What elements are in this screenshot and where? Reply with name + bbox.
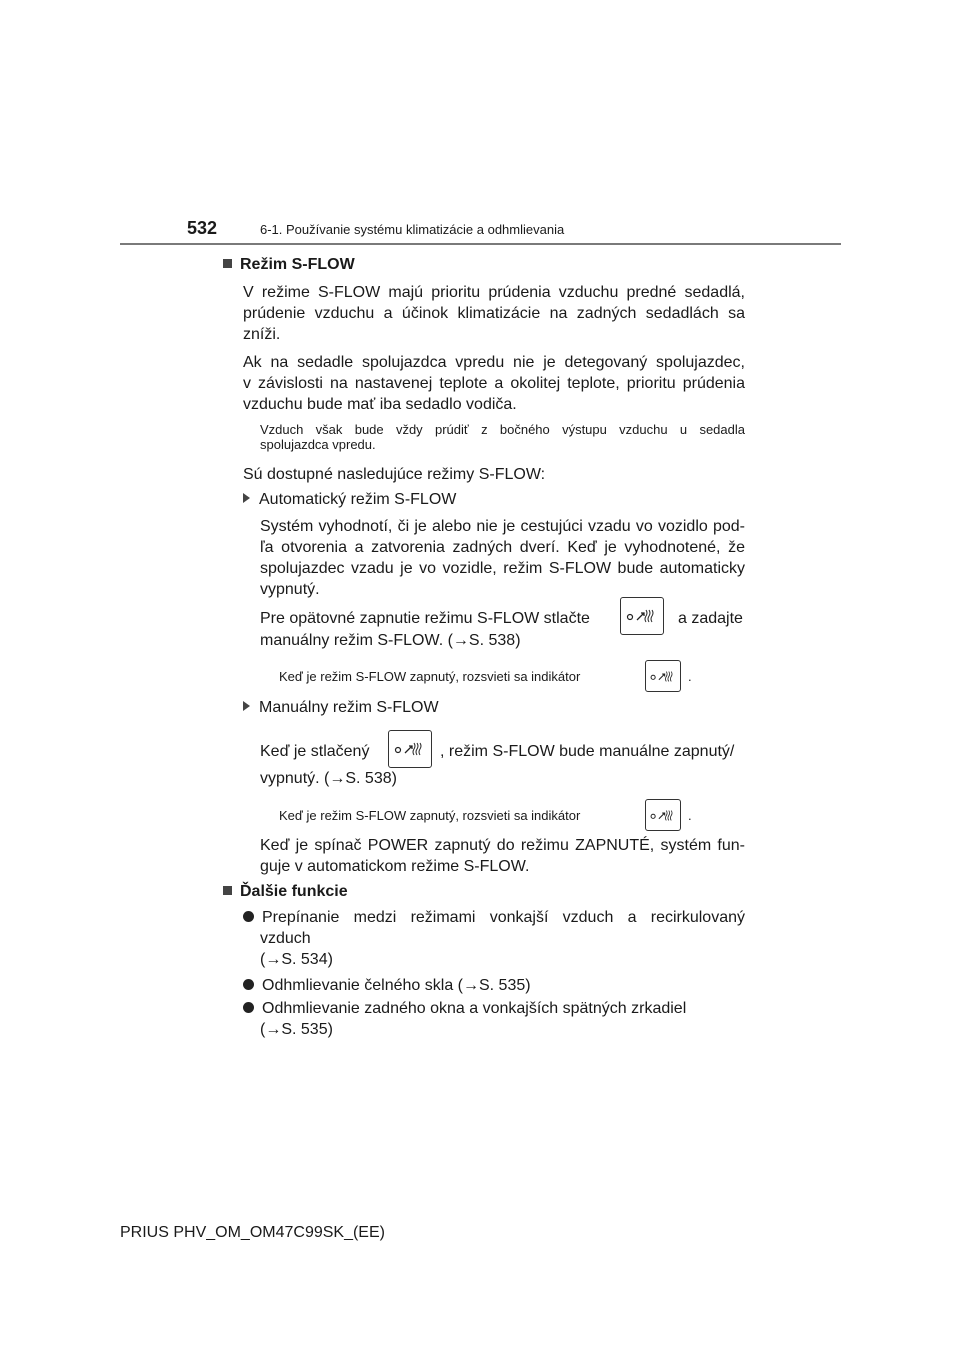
text-line: Ak na sedadle spolujazdca vpredu nie je detegovaný spolujazdec, [243, 354, 745, 371]
list-item-text: Odhmlievanie zadného okna a vonkajších spätných zrkadiel [262, 1000, 687, 1017]
text-line: spolujazdca vpredu. [260, 437, 376, 452]
header-divider [120, 243, 841, 245]
manual-press-before: Keď je stlačený [260, 743, 370, 760]
modes-intro: Sú dostupné nasledujúce režimy S-FLOW: [243, 466, 546, 483]
list-item-text: (→S. 535) [260, 1021, 333, 1038]
text-line: V režime S-FLOW majú prioritu prúdenia vzduchu predné sedadlá, [243, 284, 745, 301]
auto-press-after: a zadajte [678, 610, 743, 627]
text-line: vypnutý. [260, 581, 320, 598]
triangle-bullet-icon [243, 493, 250, 503]
s-flow-icon [625, 607, 659, 625]
text-line: zníži. [243, 326, 281, 343]
sflow-para1 [243, 282, 745, 345]
s-flow-icon [649, 808, 677, 823]
auto-mode-title-text: Automatický režim S-FLOW [259, 491, 457, 508]
text-line: spolujazdec vzadu je vo vozidle, režim S-FLOW bude automaticky [260, 560, 745, 577]
triangle-bullet-icon [243, 701, 250, 711]
manual-indicator-text: Keď je režim S-FLOW zapnutý, rozsvieti sa indikátor [279, 808, 581, 823]
square-bullet-icon [223, 886, 232, 895]
list-item-text: vzduch [260, 930, 311, 947]
footer-doc-code: PRIUS PHV_OM_OM47C99SK_(EE) [120, 1224, 385, 1241]
s-flow-indicator [645, 799, 681, 831]
manual-indicator-end: . [688, 808, 692, 823]
s-flow-icon [393, 740, 427, 758]
other-heading [223, 883, 348, 901]
power-text [260, 835, 745, 877]
dot-bullet-icon [243, 911, 254, 922]
manual-mode-title [243, 697, 439, 718]
manual-mode-title-text: Manuálny režim S-FLOW [259, 699, 439, 716]
manual-press-after: , režim S-FLOW bude manuálne zapnutý/ [440, 743, 735, 760]
list-item-text: (→S. 534) [260, 951, 333, 968]
text-line: ľa otvorenia a zatvorenia zadných dverí. Keď je vyhodnotené, že [260, 539, 745, 556]
other-item-3 [243, 998, 686, 1040]
section-title: 6-1. Používanie systému klimatizácie a odhmlievania [260, 222, 565, 237]
list-item-text: Prepínanie medzi režimami vonkajší vzduch a recirkulovaný [262, 909, 745, 926]
s-flow-button [620, 597, 664, 635]
square-bullet-icon [223, 259, 232, 268]
auto-indicator-end: . [688, 669, 692, 684]
s-flow-button [388, 730, 432, 768]
text-line: guje v automatickom režime S-FLOW. [260, 858, 530, 875]
text-line: Systém vyhodnotí, či je alebo nie je cestujúci vzadu vo vozidlo pod- [260, 518, 745, 535]
sflow-note [260, 422, 745, 452]
s-flow-icon [649, 669, 677, 684]
s-flow-indicator [645, 660, 681, 692]
auto-press-line2: manuálny režim S-FLOW. (→S. 538) [260, 632, 521, 649]
other-heading-text: Ďalšie funkcie [240, 883, 348, 900]
dot-bullet-icon [243, 1002, 254, 1013]
list-item-text: Odhmlievanie čelného skla (→S. 535) [262, 977, 531, 994]
dot-bullet-icon [243, 979, 254, 990]
other-item-1 [243, 907, 745, 970]
auto-mode-text [260, 516, 745, 600]
sflow-heading-text: Režim S-FLOW [240, 256, 355, 273]
text-line: Keď je spínač POWER zapnutý do režimu ZAPNUTÉ, systém fun- [260, 837, 745, 854]
text-line: prúdenie vzduchu a účinok klimatizácie na zadných sedadlách sa [243, 305, 745, 322]
auto-indicator-text: Keď je režim S-FLOW zapnutý, rozsvieti sa indikátor [279, 669, 581, 684]
sflow-heading [223, 256, 355, 274]
text-line: Vzduch však bude vždy prúdiť z bočného výstupu vzduchu u sedadla [260, 422, 745, 437]
auto-press-before: Pre opätovné zapnutie režimu S-FLOW stlačte [260, 610, 590, 627]
sflow-para2 [243, 352, 745, 415]
other-item-2 [243, 975, 531, 996]
manual-press-line2: vypnutý. (→S. 538) [260, 770, 397, 787]
text-line: v závislosti na nastavenej teplote a okolitej teplote, prioritu prúdenia [243, 375, 745, 392]
auto-mode-title [243, 489, 456, 510]
page-number: 532 [187, 218, 218, 238]
text-line: vzduchu bude mať iba sedadlo vodiča. [243, 396, 517, 413]
